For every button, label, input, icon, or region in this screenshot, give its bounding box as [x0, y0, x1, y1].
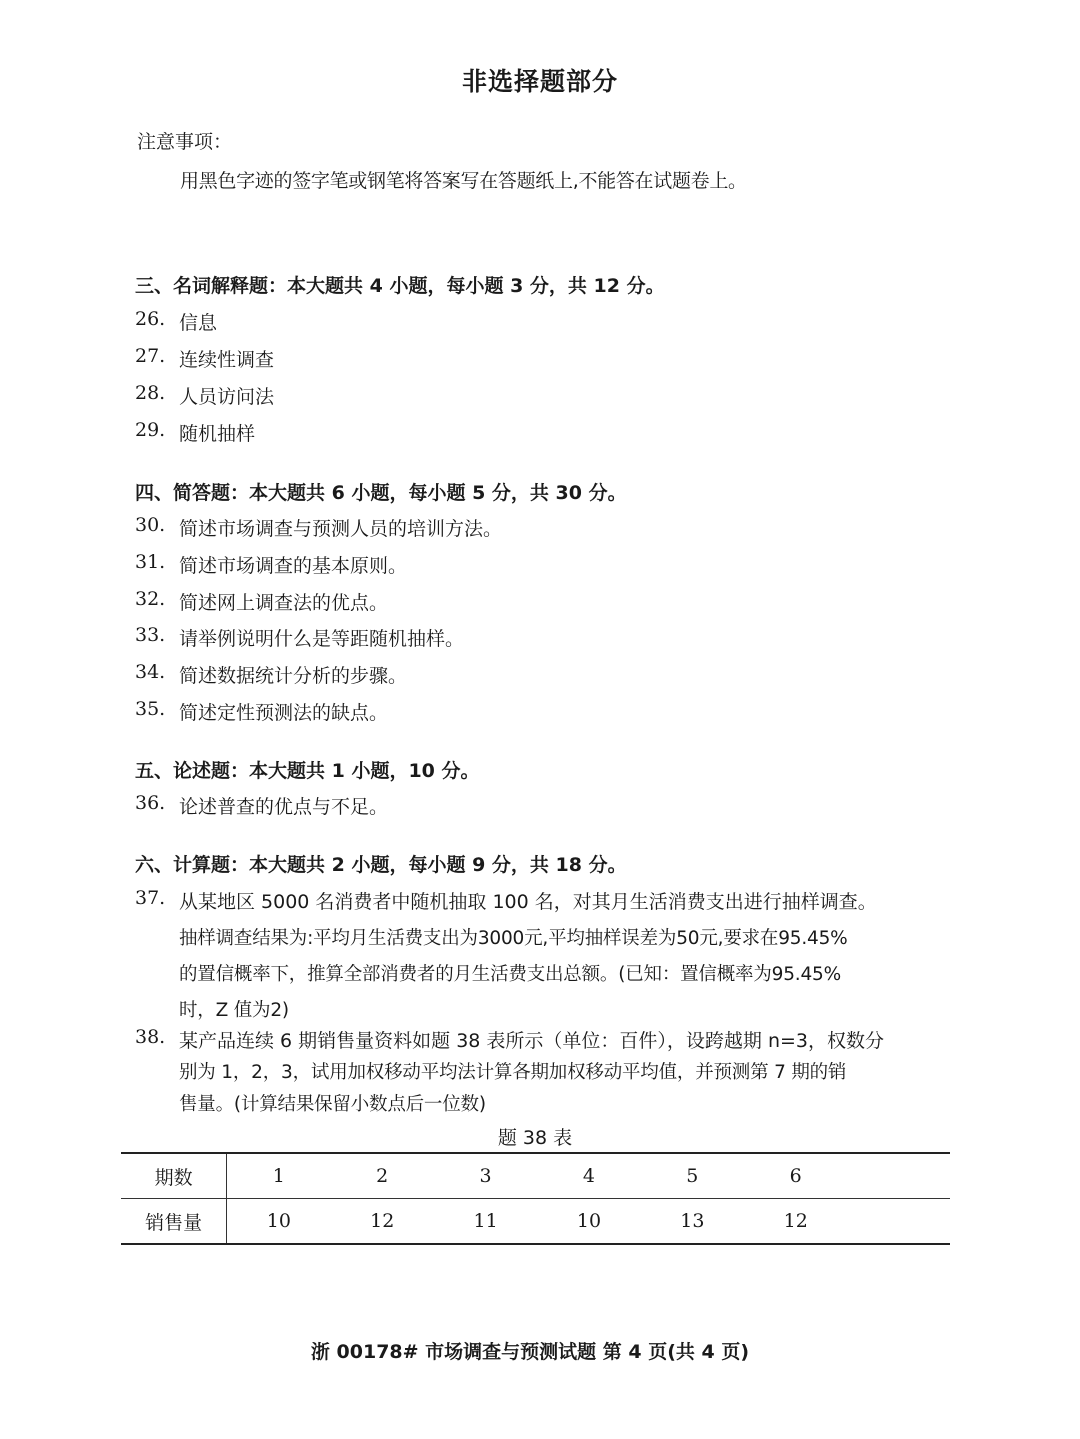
- period-cell: 5: [641, 1153, 744, 1199]
- question-text: 简述市场调查的基本原则。: [179, 555, 408, 577]
- question-text: 连续性调查: [179, 349, 275, 371]
- period-cell: 4: [537, 1153, 640, 1199]
- question-number: 30.: [135, 514, 166, 536]
- sales-cell: 10: [537, 1199, 640, 1245]
- question-text: 简述数据统计分析的步骤。: [179, 665, 408, 687]
- table-row-sales: [121, 1199, 950, 1245]
- page-footer: 浙 00178# 市场调查与预测试题 第 4 页(共 4 页): [310, 1341, 750, 1363]
- section-heading-essay: 五、论述题：本大题共 1 小题，10 分。: [135, 760, 480, 782]
- question-item: [135, 419, 255, 446]
- question-text-line: 时，Z 值为2): [179, 1000, 289, 1021]
- sales-cell: 12: [744, 1199, 847, 1245]
- row-header-periods: 期数: [121, 1153, 227, 1199]
- question-text-line: 别为 1，2，3，试用加权移动平均法计算各期加权移动平均值，并预测第 7 期的销: [179, 1062, 847, 1083]
- question-number: 31.: [135, 551, 166, 573]
- period-cell: 2: [331, 1153, 434, 1199]
- sales-cell: 12: [331, 1199, 434, 1245]
- section-heading-terms: 三、名词解释题：本大题共 4 小题，每小题 3 分，共 12 分。: [135, 275, 665, 297]
- question-text: 简述市场调查与预测人员的培训方法。: [179, 518, 503, 540]
- question-number: 28.: [135, 382, 166, 404]
- period-cell: 6: [744, 1153, 847, 1199]
- spacer-cell: [847, 1153, 950, 1199]
- question-text-line: 从某地区 5000 名消费者中随机抽取 100 名，对其月生活消费支出进行抽样调查。: [179, 891, 877, 913]
- question-number: 27.: [135, 345, 166, 367]
- sales-cell: 13: [641, 1199, 744, 1245]
- question-item: [135, 792, 388, 819]
- question-item: [135, 588, 388, 615]
- question-number: 29.: [135, 419, 166, 441]
- question-text: 信息: [179, 312, 218, 334]
- question-number: 36.: [135, 792, 166, 814]
- question-number: 37.: [135, 887, 166, 909]
- section-heading-calculation: 六、计算题：本大题共 2 小题，每小题 9 分，共 18 分。: [135, 854, 627, 876]
- question-text: 请举例说明什么是等距随机抽样。: [179, 628, 465, 650]
- question-item: [135, 551, 407, 578]
- question-number: 35.: [135, 698, 166, 720]
- question-item: [135, 308, 217, 335]
- question-item: [135, 382, 274, 409]
- question-text: 随机抽样: [179, 423, 256, 445]
- question-number: 26.: [135, 308, 166, 330]
- spacer-cell: [847, 1199, 950, 1245]
- question-text: 简述定性预测法的缺点。: [179, 702, 389, 724]
- question-text: 简述网上调查法的优点。: [179, 592, 389, 614]
- question-text: 论述普查的优点与不足。: [179, 796, 389, 818]
- question-number: 33.: [135, 624, 166, 646]
- table-caption: 题 38 表: [497, 1127, 573, 1149]
- table-row-periods: [121, 1153, 950, 1199]
- question-item: [135, 345, 274, 372]
- notice-text: 用黑色字迹的签字笔或钢笔将答案写在答题纸上,不能答在试题卷上。: [180, 170, 747, 192]
- sales-cell: 10: [227, 1199, 331, 1245]
- question-item: [135, 698, 388, 725]
- section-heading-short-answer: 四、简答题：本大题共 6 小题，每小题 5 分，共 30 分。: [135, 482, 627, 504]
- notice-label: 注意事项：: [137, 131, 233, 153]
- question-number: 34.: [135, 661, 166, 683]
- question-item: [135, 624, 464, 651]
- question-item-38: [135, 1026, 884, 1053]
- question-text-line: 售量。(计算结果保留小数点后一位数): [179, 1094, 486, 1115]
- row-header-sales: 销售量: [121, 1199, 227, 1245]
- question-text-line: 的置信概率下，推算全部消费者的月生活费支出总额。(已知：置信概率为95.45%: [179, 964, 841, 985]
- question-text-line: 抽样调查结果为:平均月生活费支出为3000元,平均抽样误差为50元,要求在95.45%: [179, 928, 848, 949]
- question-item: [135, 661, 407, 688]
- question-text: 人员访问法: [179, 386, 275, 408]
- sales-cell: 11: [434, 1199, 537, 1245]
- sales-table: [121, 1152, 950, 1245]
- question-item: [135, 514, 502, 541]
- period-cell: 1: [227, 1153, 331, 1199]
- period-cell: 3: [434, 1153, 537, 1199]
- question-item-37: [135, 887, 877, 914]
- question-number: 32.: [135, 588, 166, 610]
- question-number: 38.: [135, 1026, 166, 1048]
- question-text-line: 某产品连续 6 期销售量资料如题 38 表所示（单位：百件），设跨越期 n=3，权数分: [179, 1030, 885, 1052]
- page-title: 非选择题部分: [461, 67, 618, 96]
